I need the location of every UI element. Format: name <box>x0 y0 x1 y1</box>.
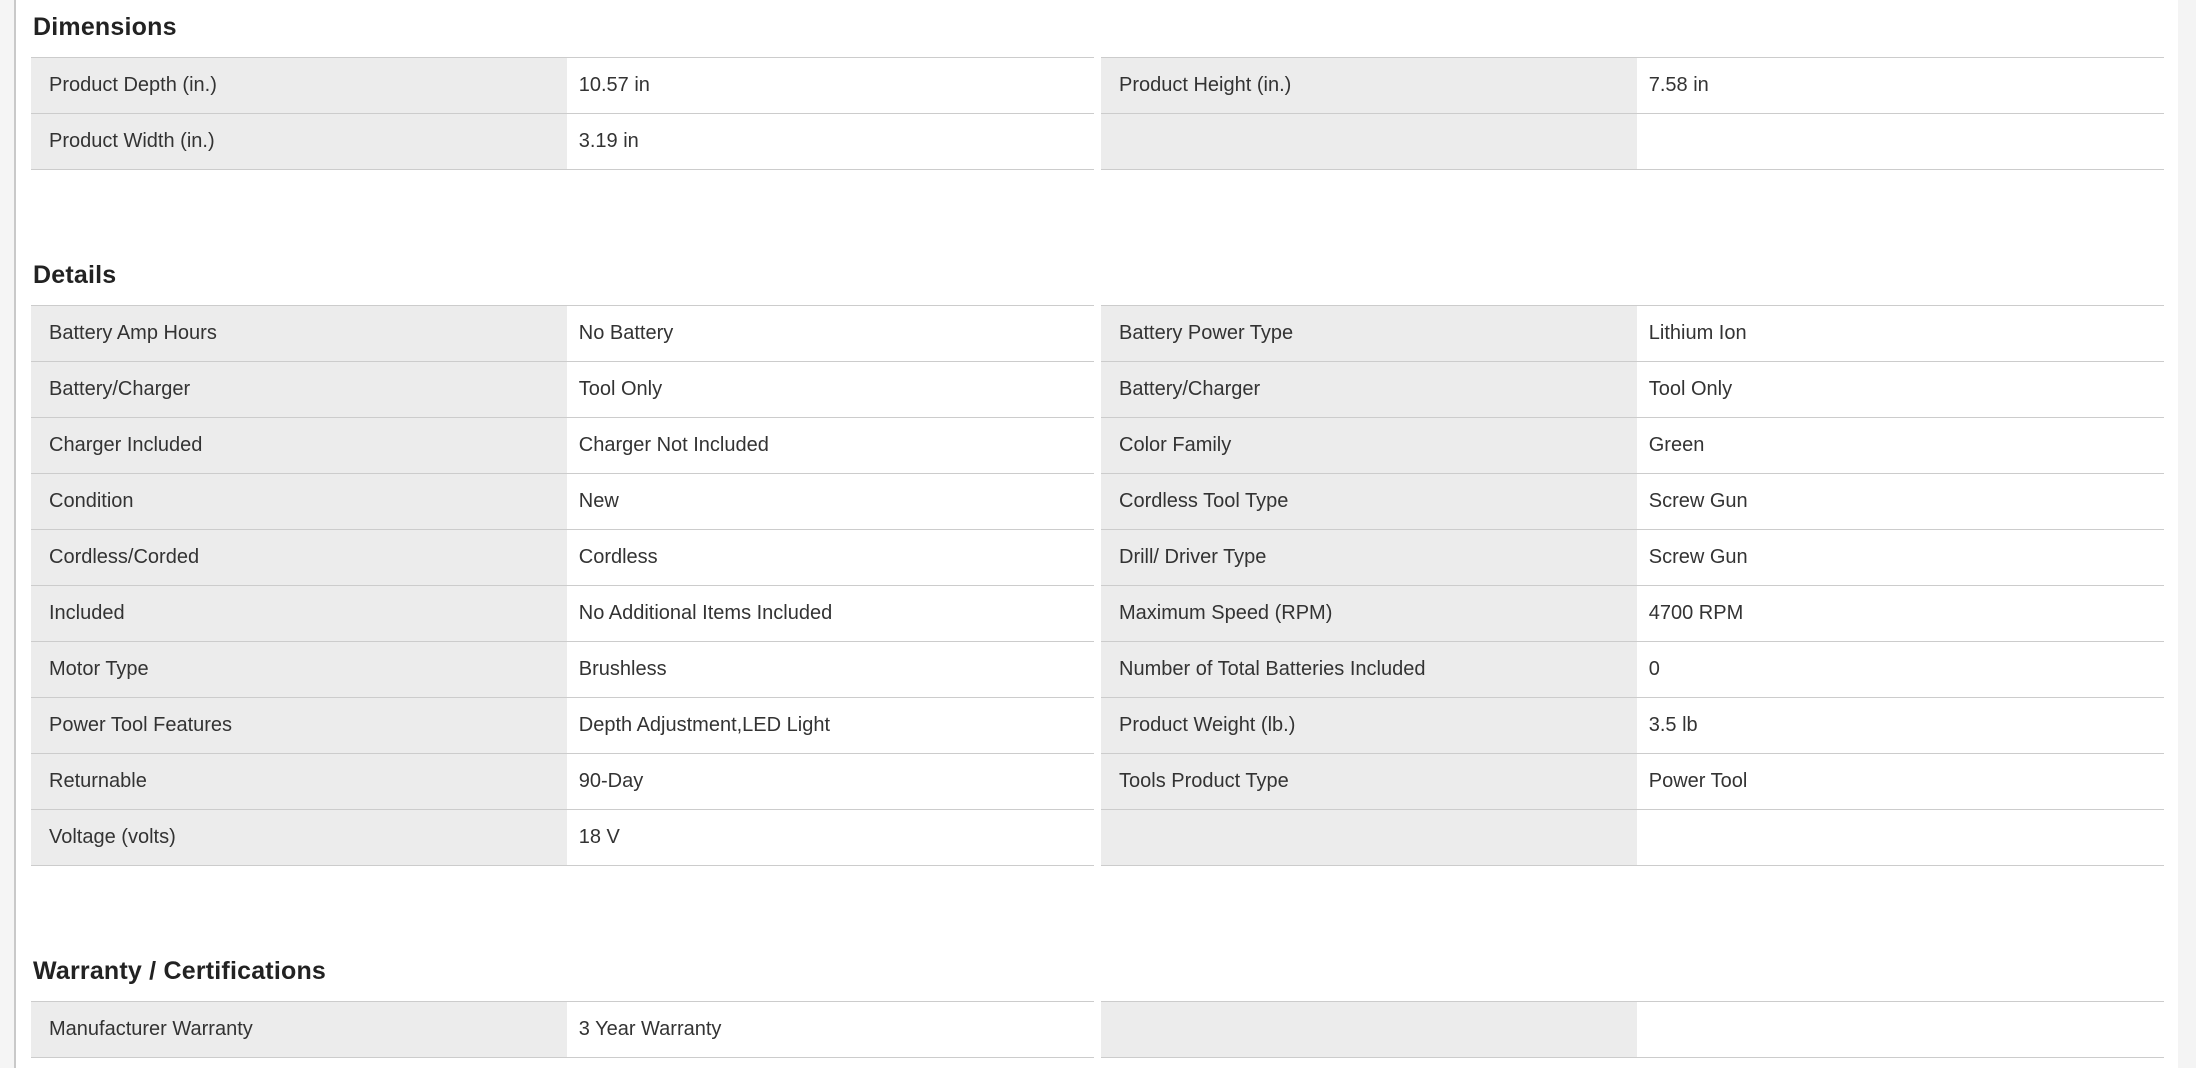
section-dimensions <box>31 12 2164 170</box>
spec-label: Battery/Charger <box>1101 362 1637 417</box>
spec-label: Drill/ Driver Type <box>1101 530 1637 585</box>
spec-value: Tool Only <box>1637 362 2164 417</box>
spec-value: 3 Year Warranty <box>567 1002 1094 1057</box>
table-row <box>31 362 1094 418</box>
spec-table-column-1 <box>31 305 1094 866</box>
table-row <box>1101 642 2164 698</box>
section-title: Warranty / Certifications <box>33 957 327 985</box>
spec-value <box>1637 114 2164 169</box>
table-row <box>1101 1002 2164 1058</box>
spec-label: Product Width (in.) <box>31 114 567 169</box>
spec-tables <box>31 1001 2164 1058</box>
left-gutter-divider <box>0 0 16 1068</box>
spec-label <box>1101 1002 1637 1057</box>
section-title: Dimensions <box>33 13 177 41</box>
table-row <box>31 754 1094 810</box>
spec-table-column-2 <box>1101 305 2164 866</box>
spec-value: Screw Gun <box>1637 530 2164 585</box>
spec-table-column-2 <box>1101 57 2164 170</box>
table-row <box>1101 530 2164 586</box>
spec-label: Motor Type <box>31 642 567 697</box>
spec-label: Returnable <box>31 754 567 809</box>
table-row <box>31 586 1094 642</box>
spec-value: Lithium Ion <box>1637 306 2164 361</box>
spec-value: 18 V <box>567 810 1094 865</box>
spec-value: 0 <box>1637 642 2164 697</box>
spec-table-column-1 <box>31 57 1094 170</box>
table-row <box>1101 810 2164 866</box>
spec-label: Voltage (volts) <box>31 810 567 865</box>
spec-value: No Additional Items Included <box>567 586 1094 641</box>
spec-label: Battery Amp Hours <box>31 306 567 361</box>
spec-tables <box>31 57 2164 170</box>
table-row <box>1101 754 2164 810</box>
table-row <box>31 642 1094 698</box>
spec-label: Maximum Speed (RPM) <box>1101 586 1637 641</box>
spec-value: 3.19 in <box>567 114 1094 169</box>
spec-value: 10.57 in <box>567 58 1094 113</box>
table-row <box>1101 474 2164 530</box>
spec-label: Product Depth (in.) <box>31 58 567 113</box>
table-row <box>31 698 1094 754</box>
spec-value: 7.58 in <box>1637 58 2164 113</box>
spec-value: Power Tool <box>1637 754 2164 809</box>
spec-label: Power Tool Features <box>31 698 567 753</box>
spec-label: Charger Included <box>31 418 567 473</box>
table-row <box>1101 114 2164 170</box>
spec-label: Condition <box>31 474 567 529</box>
spec-value: 4700 RPM <box>1637 586 2164 641</box>
table-row <box>31 114 1094 170</box>
table-row <box>1101 698 2164 754</box>
spec-value: Depth Adjustment,LED Light <box>567 698 1094 753</box>
table-row <box>1101 58 2164 114</box>
table-row <box>31 418 1094 474</box>
spec-value: Screw Gun <box>1637 474 2164 529</box>
spec-label: Included <box>31 586 567 641</box>
spec-label: Color Family <box>1101 418 1637 473</box>
spec-label: Tools Product Type <box>1101 754 1637 809</box>
section-details <box>31 260 2164 866</box>
table-row <box>31 1002 1094 1058</box>
table-row <box>31 530 1094 586</box>
spec-value: Cordless <box>567 530 1094 585</box>
table-row <box>1101 418 2164 474</box>
spec-value: 3.5 lb <box>1637 698 2164 753</box>
table-row <box>31 306 1094 362</box>
spec-value: Tool Only <box>567 362 1094 417</box>
table-row <box>1101 306 2164 362</box>
spec-label: Cordless Tool Type <box>1101 474 1637 529</box>
spec-value: 90-Day <box>567 754 1094 809</box>
specifications-content <box>16 0 2178 1068</box>
spec-value <box>1637 1002 2164 1057</box>
spec-value: No Battery <box>567 306 1094 361</box>
spec-label: Manufacturer Warranty <box>31 1002 567 1057</box>
spec-value: Brushless <box>567 642 1094 697</box>
right-gutter <box>2178 0 2196 1068</box>
spec-label: Product Height (in.) <box>1101 58 1637 113</box>
spec-value: New <box>567 474 1094 529</box>
table-row <box>1101 362 2164 418</box>
spec-value <box>1637 810 2164 865</box>
table-row <box>31 58 1094 114</box>
spec-value: Green <box>1637 418 2164 473</box>
spec-value: Charger Not Included <box>567 418 1094 473</box>
spec-label: Number of Total Batteries Included <box>1101 642 1637 697</box>
section-title: Details <box>33 261 117 289</box>
table-row <box>31 474 1094 530</box>
spec-table-column-1 <box>31 1001 1094 1058</box>
spec-label <box>1101 114 1637 169</box>
spec-label <box>1101 810 1637 865</box>
spec-label: Cordless/Corded <box>31 530 567 585</box>
section-warranty-certifications <box>31 956 2164 1058</box>
table-row <box>31 810 1094 866</box>
spec-table-column-2 <box>1101 1001 2164 1058</box>
spec-tables <box>31 305 2164 866</box>
spec-label: Battery Power Type <box>1101 306 1637 361</box>
spec-label: Battery/Charger <box>31 362 567 417</box>
table-row <box>1101 586 2164 642</box>
spec-label: Product Weight (lb.) <box>1101 698 1637 753</box>
